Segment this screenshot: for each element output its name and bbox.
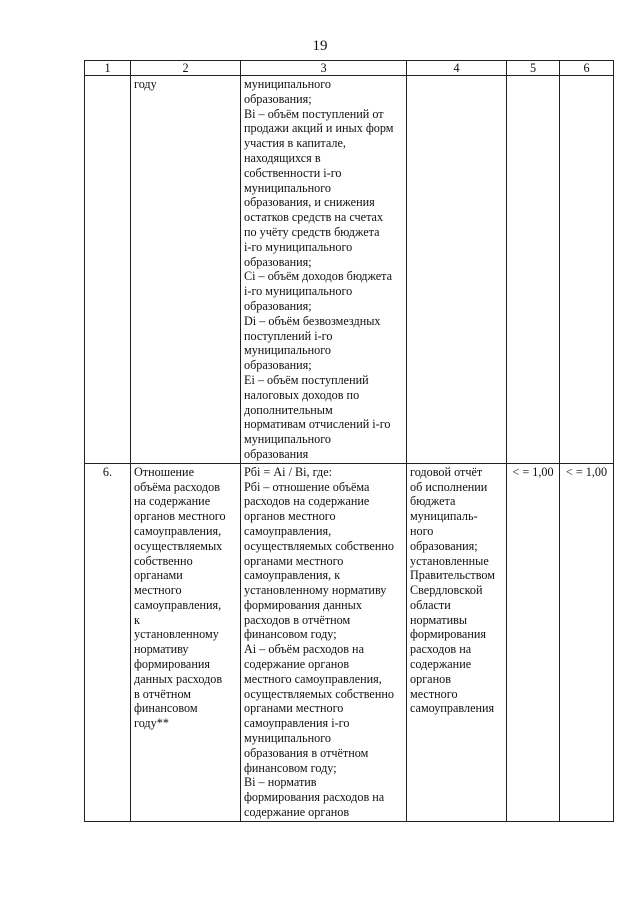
text-line: расходов в отчётном [244,612,351,627]
text-line: установленному [134,627,219,642]
text-line: образования [244,446,309,461]
column-header-4: 4 [407,61,507,76]
text-line: местного [134,583,182,598]
text-line: муниципального [244,343,331,358]
text-line: установленные [410,553,489,568]
text-line: органами местного [244,701,344,716]
text-line: по учёту средств бюджета [244,224,380,239]
text-line: расходов на содержание [244,494,370,509]
text-line: Еi – объём поступлений [244,372,369,387]
text-line: на содержание [134,494,211,509]
value-cell-col6: < = 1,00 [560,463,614,821]
text-line: финансовом [134,701,198,716]
text-line: остатков средств на счетах [244,210,384,225]
text-line: формирования данных [244,597,362,612]
value-cell-col6 [560,76,614,464]
text-line: муниципального [244,432,331,447]
text-line: к [134,612,140,627]
text-line: финансовом году; [244,760,337,775]
text-line: данных расходов [134,671,223,686]
table-row [85,463,614,821]
text-line: образования, и снижения [244,195,375,210]
column-header-6: 6 [560,61,614,76]
text-line: осуществляемых [134,538,223,553]
text-line: финансовом году; [244,627,337,642]
text-line: собственно [134,553,193,568]
text-line: году** [134,716,169,731]
source-cell [407,76,507,464]
indicator-name-cell [131,463,241,821]
text-line: нормативу [134,642,189,657]
source-cell [407,463,507,821]
text-line: объёма расходов [134,479,220,494]
text-line: Вi – объём поступлений от [244,106,384,121]
indicator-name-cell [131,76,241,464]
text-line: ного [410,523,434,538]
text-line: Аi – объём расходов на [244,642,364,657]
text-line: бюджета [410,494,456,509]
indicator-table [84,60,614,822]
text-line: налоговых доходов по [244,387,360,402]
column-number-row [85,61,614,76]
text-line: году [134,77,157,91]
text-line: Di – объём безвозмездных [244,313,381,328]
column-header-3: 3 [241,61,407,76]
column-header-1: 1 [85,61,131,76]
text-line: содержание органов [244,805,350,820]
text-line: Вi – норматив [244,775,317,790]
value-cell-col5 [507,76,560,464]
text-line: образования; [244,358,312,373]
row-number-cell: 6. [85,463,131,821]
row-number-cell [85,76,131,464]
column-header-2: 2 [131,61,241,76]
text-line: органов [410,671,451,686]
text-line: поступлений i-го [244,328,333,343]
text-line: нормативам отчислений i-го [244,417,391,432]
text-line: находящихся в [244,150,321,165]
text-line: осуществляемых собственно [244,686,394,701]
text-line: собственности i-го [244,165,342,180]
text-line: Сi – объём доходов бюджета [244,269,393,284]
text-line: муниципального [244,731,331,746]
text-line: образования; [410,538,478,553]
text-line: расходов на [410,642,472,657]
text-line: органами [134,568,183,583]
text-line: Рбi = Аi / Вi, где: [244,464,332,479]
text-line: нормативы [410,612,468,627]
text-line: самоуправления, [134,597,222,612]
text-line: органами местного [244,553,344,568]
text-line: органов местного [134,509,226,524]
text-line: Свердловской [410,583,483,598]
text-line: формирования [134,657,210,672]
text-line: формирования [410,627,486,642]
page-number: 19 [312,38,328,54]
text-line: области [410,597,451,612]
text-line: органов местного [244,509,336,524]
text-line: содержание [410,657,472,672]
value-cell-col5: < = 1,00 [507,463,560,821]
table-row [85,76,614,464]
text-line: образования; [244,298,312,313]
text-line: местного [410,686,458,701]
text-line: установленному нормативу [244,583,387,598]
text-line: осуществляемых собственно [244,538,394,553]
column-header-5: 5 [507,61,560,76]
text-line: самоуправления, [244,523,332,538]
text-line: содержание органов [244,657,350,672]
text-line: местного самоуправления, [244,671,382,686]
text-line: самоуправления, [134,523,222,538]
text-line: образования; [244,91,312,106]
text-line: в отчётном [134,686,192,701]
text-line: Отношение [134,464,194,479]
text-line: i-го муниципального [244,239,353,254]
text-line: образования; [244,254,312,269]
text-line: образования в отчётном [244,745,369,760]
text-line: самоуправления [410,701,495,716]
text-line: Правительством [410,568,495,583]
text-line: i-го муниципального [244,284,353,299]
text-line: участия в капитале, [244,136,346,151]
text-line: самоуправления i-го [244,716,350,731]
text-line: Рбi – отношение объёма [244,479,370,494]
formula-cell [241,463,407,821]
text-line: самоуправления, к [244,568,341,583]
text-line: годовой отчёт [410,464,483,479]
text-line: продажи акций и иных форм [244,121,394,136]
text-line: об исполнении [410,479,488,494]
text-line: дополнительным [244,402,333,417]
formula-cell [241,76,407,464]
text-line: муниципального [244,180,331,195]
text-line: формирования расходов на [244,790,385,805]
text-line: муниципаль- [410,509,478,524]
text-line: муниципального [244,77,331,91]
